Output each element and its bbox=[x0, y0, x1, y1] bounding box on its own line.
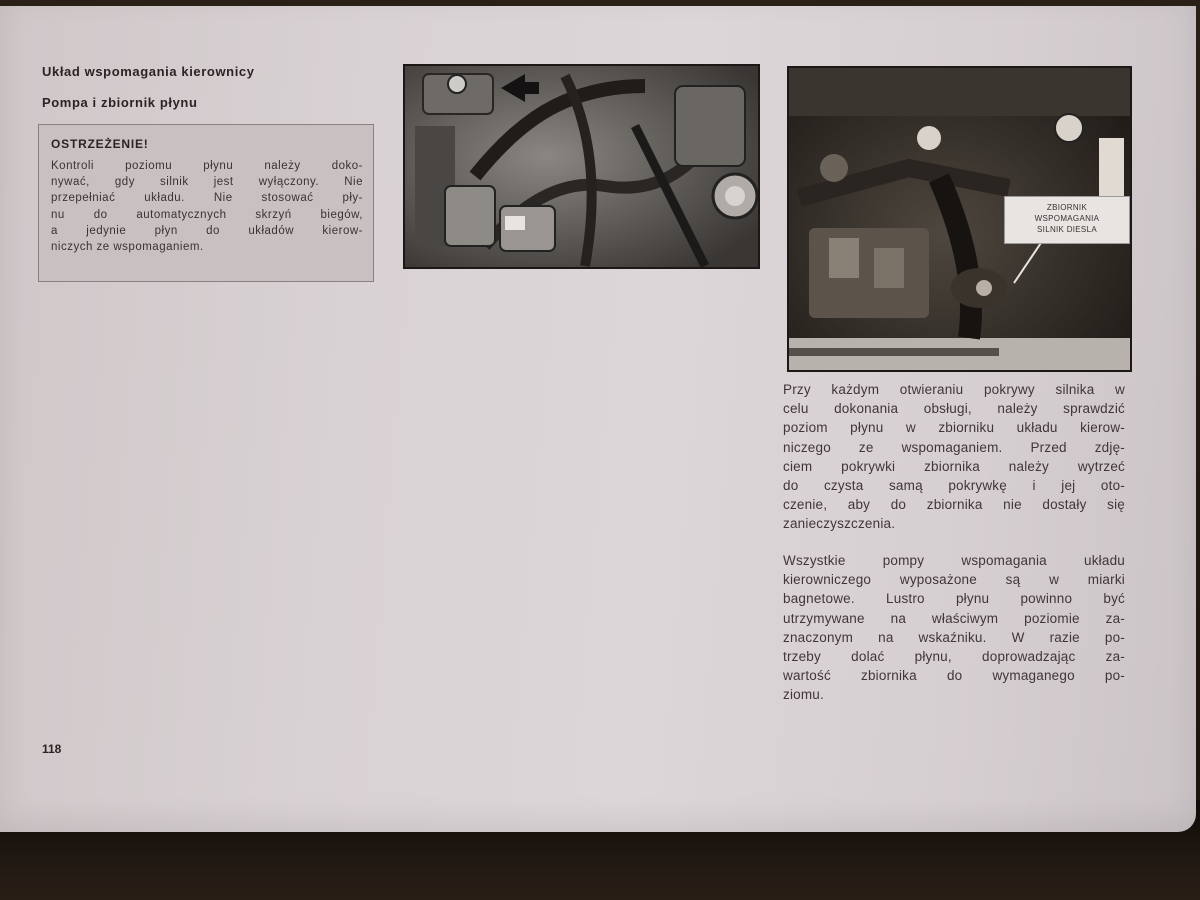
body-line: Wszystkie pompy wspomagania układu bbox=[783, 553, 1125, 568]
page-number: 118 bbox=[42, 742, 62, 756]
body-line: wartość zbiornika do wymaganego po- bbox=[783, 668, 1125, 684]
body-line: ziomu. bbox=[783, 687, 824, 703]
body-line: zanieczyszczenia. bbox=[783, 516, 896, 532]
body-line: trzeby dolać płynu, doprowadzając za- bbox=[783, 649, 1125, 665]
body-line: ciem pokrywki zbiornika należy wytrzeć bbox=[783, 458, 1125, 474]
warning-box bbox=[38, 124, 374, 282]
body-line: niczego ze wspomaganiem. Przed zdję- bbox=[783, 439, 1125, 455]
body-paragraph-2 bbox=[783, 551, 1125, 705]
body-line: czenie, aby do zbiornika nie dostały się bbox=[783, 497, 1125, 513]
section-heading: Układ wspomagania kierownicy bbox=[42, 64, 255, 79]
warning-line: nywać, gdy silnik jest wyłączony. Nie bbox=[51, 176, 363, 189]
reservoir-label-line: WSPOMAGANIA bbox=[1034, 214, 1100, 223]
warning-line: a jedynie płyn do układów kierow- bbox=[51, 224, 363, 237]
warning-title: OSTRZEŻENIE! bbox=[51, 137, 149, 151]
reservoir-label-line: SILNIK DIESLA bbox=[1037, 225, 1097, 234]
body-line: utrzymywane na właściwym poziomie za- bbox=[783, 610, 1125, 626]
warning-line: przepełniać układu. Nie stosować pły- bbox=[51, 192, 363, 205]
body-line: celu dokonania obsługi, należy sprawdzić bbox=[783, 401, 1125, 417]
warning-line: niczych ze wspomaganiem. bbox=[51, 241, 204, 254]
body-line: Przy każdym otwieraniu pokrywy silnika w bbox=[783, 382, 1125, 397]
manual-page bbox=[0, 6, 1196, 832]
body-line: do czysta samą pokrywkę i jej oto- bbox=[783, 478, 1125, 494]
engine-bay-photo bbox=[403, 64, 760, 269]
reservoir-label-line: ZBIORNIK bbox=[1046, 203, 1088, 212]
body-line: znaczonym na wskaźniku. W razie po- bbox=[783, 629, 1125, 645]
body-line: kierowniczego wyposażone są w miarki bbox=[783, 572, 1125, 588]
warning-line: nu do automatycznych skrzyń biegów, bbox=[51, 208, 363, 221]
diesel-reservoir-photo bbox=[787, 66, 1132, 372]
body-paragraph-1 bbox=[783, 380, 1125, 534]
subsection-heading: Pompa i zbiornik płynu bbox=[42, 95, 198, 110]
body-line: bagnetowe. Lustro płynu powinno być bbox=[783, 591, 1125, 607]
warning-line: Kontroli poziomu płynu należy doko- bbox=[51, 160, 363, 172]
body-line: poziom płynu w zbiorniku układu kierow- bbox=[783, 420, 1125, 436]
reservoir-label bbox=[1004, 196, 1130, 244]
engine-bay-arrow-photo-icon bbox=[405, 66, 758, 267]
